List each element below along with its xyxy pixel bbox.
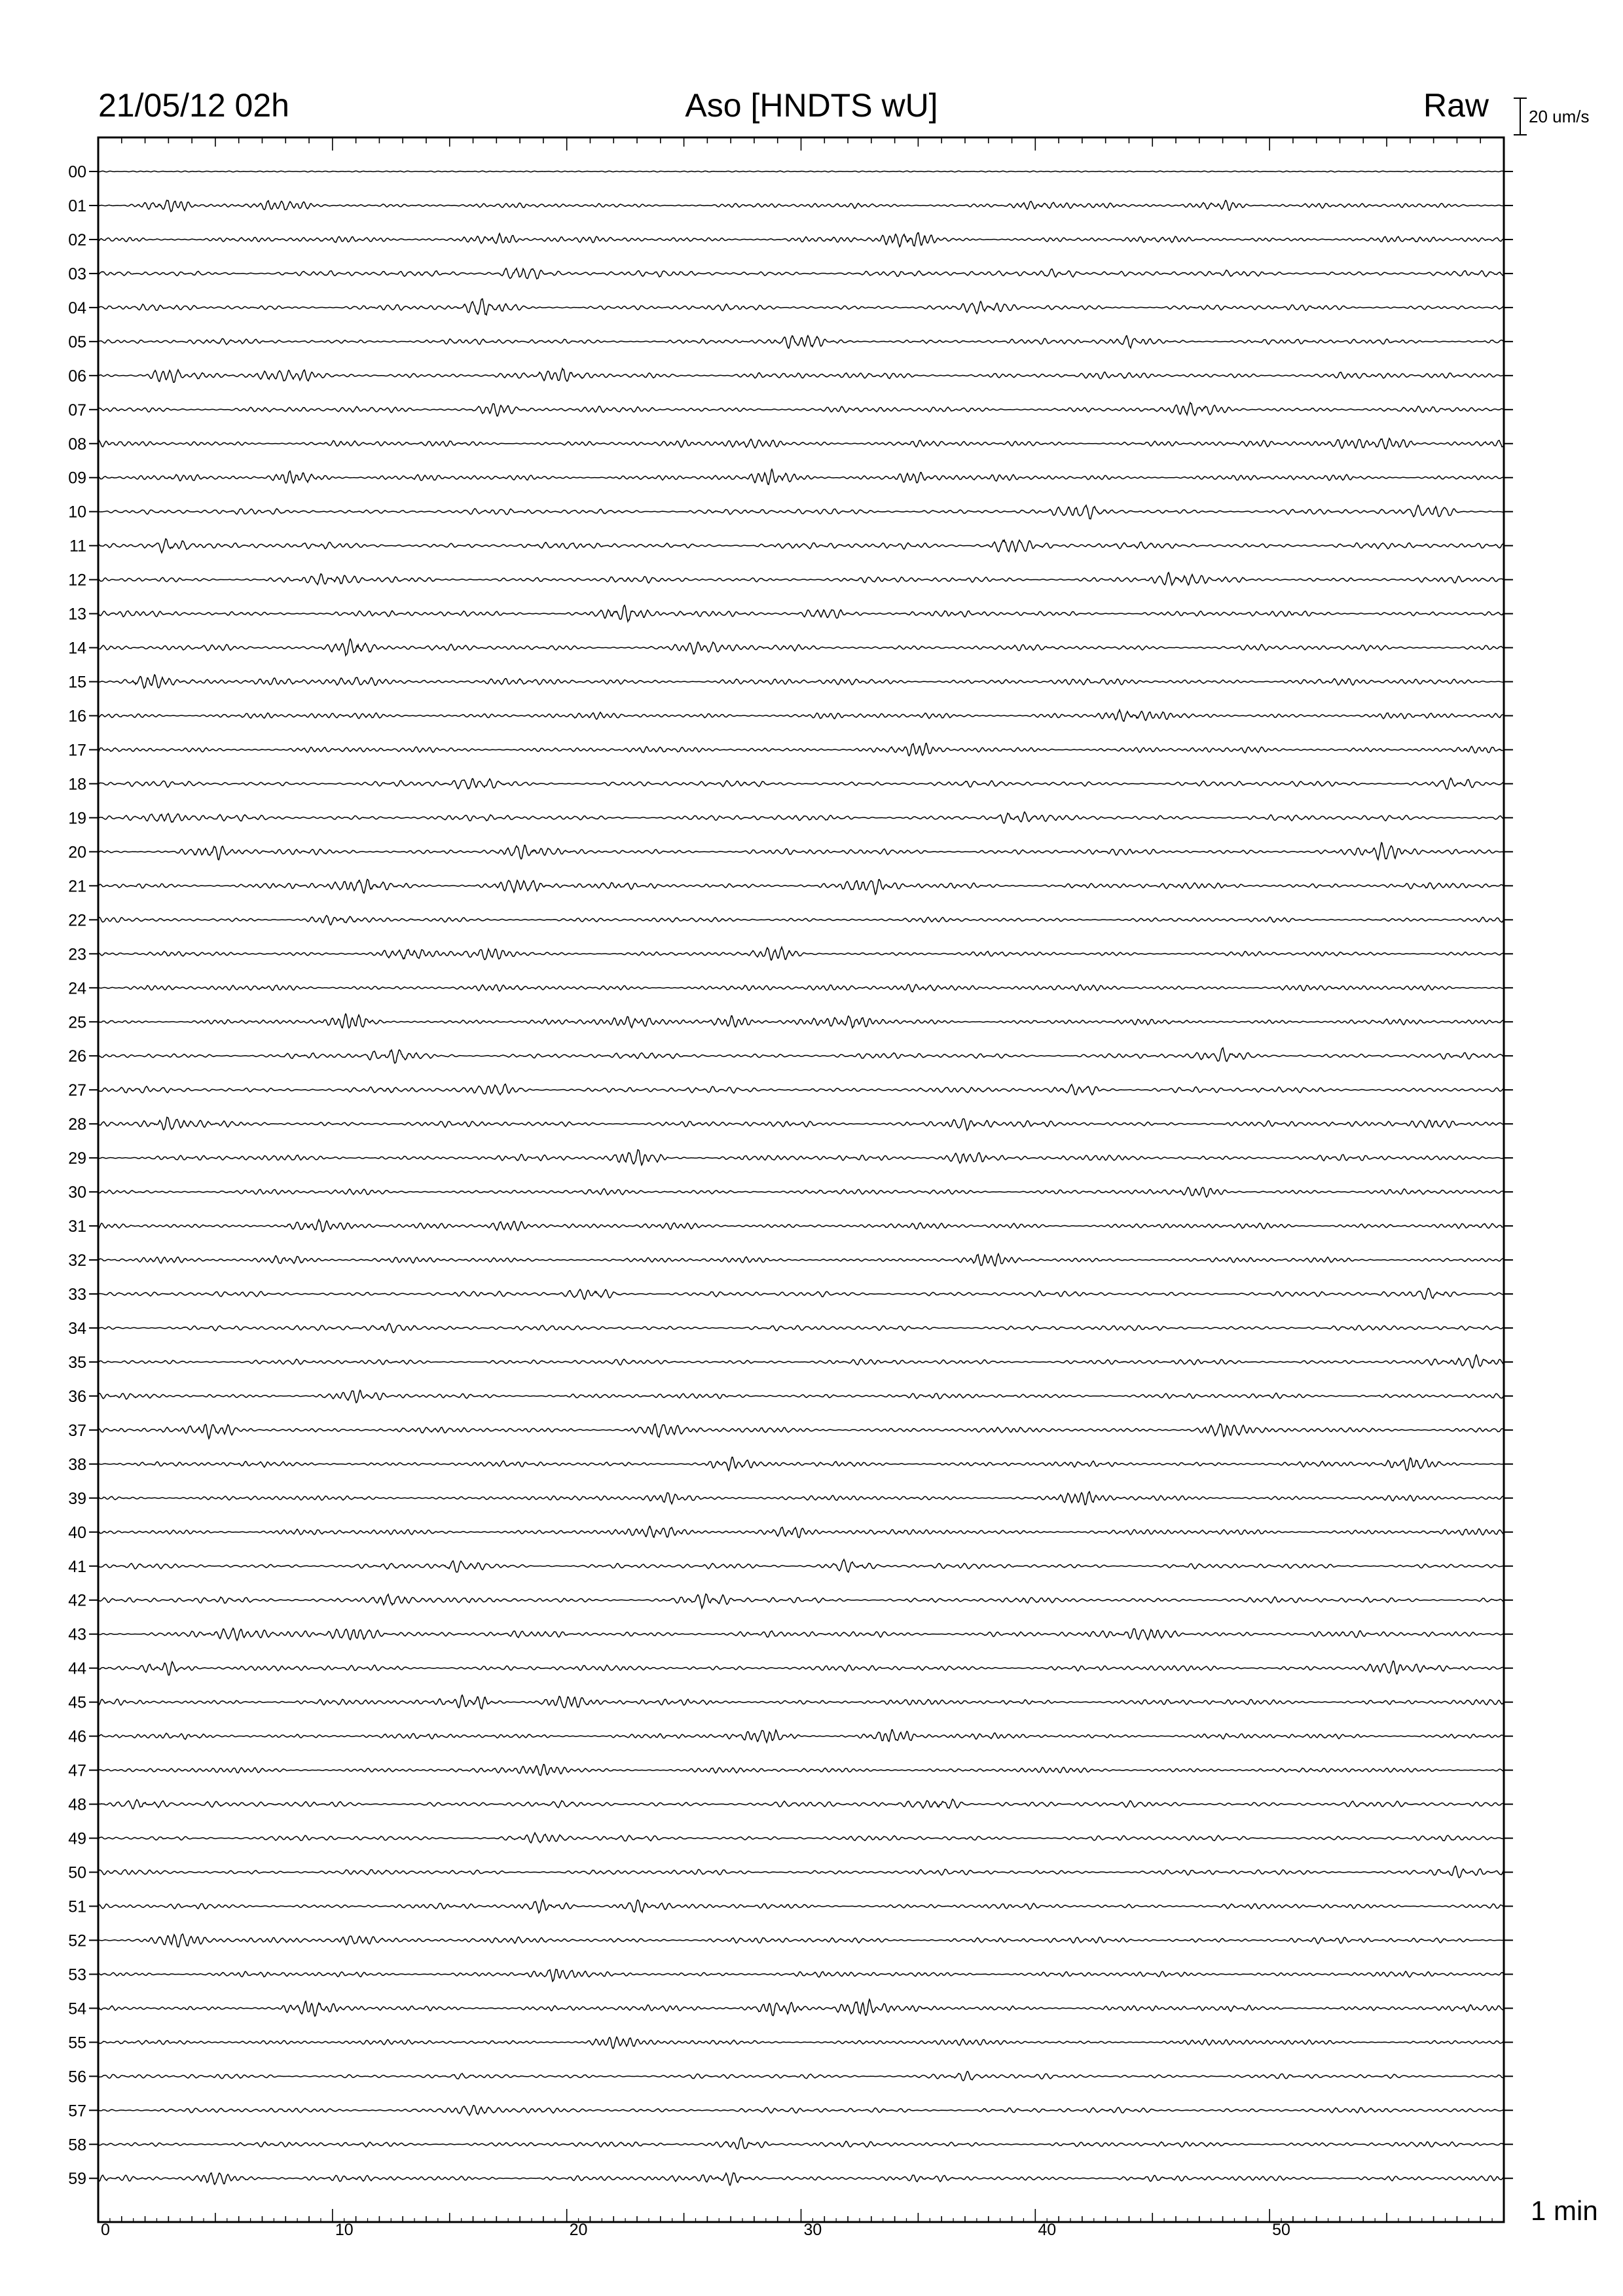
- trace-22: [98, 916, 1504, 925]
- y-tick-label: 54: [68, 2000, 86, 2018]
- trace-35: [98, 1355, 1504, 1368]
- y-tick-label: 22: [68, 911, 86, 930]
- trace-56: [98, 2072, 1504, 2081]
- x-tick-label: 10: [335, 2221, 354, 2239]
- y-tick-label: 44: [68, 1659, 86, 1678]
- y-tick-label: 15: [68, 673, 86, 692]
- trace-37: [98, 1424, 1504, 1439]
- trace-09: [98, 469, 1504, 484]
- trace-05: [98, 336, 1504, 348]
- y-tick-label: 25: [68, 1013, 86, 1032]
- trace-40: [98, 1526, 1504, 1537]
- y-tick-label: 16: [68, 707, 86, 726]
- amplitude-scale-label: 20 um/s: [1529, 107, 1590, 126]
- trace-12: [98, 573, 1504, 585]
- trace-duration-label: 1 min: [1531, 2195, 1598, 2226]
- trace-45: [98, 1695, 1504, 1709]
- trace-23: [98, 947, 1504, 960]
- y-tick-label: 13: [68, 605, 86, 624]
- y-tick-label: 02: [68, 230, 86, 249]
- y-tick-label: 56: [68, 2068, 86, 2087]
- trace-28: [98, 1117, 1504, 1130]
- trace-19: [98, 812, 1504, 823]
- y-tick-label: 19: [68, 809, 86, 828]
- y-tick-label: 01: [68, 196, 86, 215]
- y-tick-label: 17: [68, 741, 86, 760]
- trace-18: [98, 778, 1504, 789]
- trace-43: [98, 1628, 1504, 1641]
- trace-54: [98, 2000, 1504, 2017]
- y-tick-label: 52: [68, 1931, 86, 1950]
- y-tick-label: 59: [68, 2170, 86, 2189]
- trace-15: [98, 675, 1504, 688]
- y-tick-label: 57: [68, 2102, 86, 2121]
- y-tick-label: 45: [68, 1693, 86, 1712]
- trace-00: [98, 171, 1504, 172]
- y-tick-label: 06: [68, 367, 86, 386]
- plot-frame: [98, 137, 1504, 2222]
- amplitude-scale-bar: [1514, 98, 1527, 135]
- trace-01: [98, 200, 1504, 211]
- y-tick-label: 39: [68, 1489, 86, 1508]
- y-tick-label: 03: [68, 264, 86, 283]
- y-tick-label: 14: [68, 639, 86, 658]
- trace-08: [98, 439, 1504, 449]
- y-tick-label: 05: [68, 332, 86, 351]
- trace-48: [98, 1799, 1504, 1809]
- y-tick-label: 26: [68, 1047, 86, 1066]
- x-axis-ticks: [98, 137, 1504, 2222]
- y-tick-label: 47: [68, 1761, 86, 1780]
- trace-47: [98, 1765, 1504, 1776]
- trace-27: [98, 1084, 1504, 1094]
- y-tick-label: 00: [68, 163, 86, 181]
- trace-38: [98, 1457, 1504, 1471]
- y-tick-label: 32: [68, 1251, 86, 1270]
- trace-14: [98, 639, 1504, 655]
- y-tick-label: 33: [68, 1285, 86, 1304]
- trace-11: [98, 539, 1504, 552]
- y-tick-label: 37: [68, 1421, 86, 1440]
- data-mode-label: Raw: [1423, 87, 1489, 124]
- chart-datetime: 21/05/12 02h: [98, 87, 289, 124]
- x-tick-label: 40: [1038, 2221, 1057, 2239]
- trace-53: [98, 1969, 1504, 1981]
- trace-02: [98, 233, 1504, 247]
- y-tick-label: 10: [68, 503, 86, 522]
- y-tick-label: 08: [68, 435, 86, 454]
- x-tick-label: 30: [803, 2221, 822, 2239]
- y-tick-label: 43: [68, 1625, 86, 1644]
- y-tick-label: 29: [68, 1149, 86, 1168]
- trace-25: [98, 1014, 1504, 1028]
- trace-17: [98, 744, 1504, 756]
- y-tick-label: 50: [68, 1863, 86, 1882]
- y-tick-label: 07: [68, 401, 86, 420]
- y-tick-label: 36: [68, 1387, 86, 1406]
- y-tick-label: 42: [68, 1591, 86, 1610]
- trace-58: [98, 2138, 1504, 2149]
- y-tick-label: 21: [68, 877, 86, 896]
- trace-57: [98, 2106, 1504, 2115]
- trace-30: [98, 1187, 1504, 1197]
- trace-42: [98, 1594, 1504, 1608]
- trace-52: [98, 1934, 1504, 1947]
- y-tick-label: 46: [68, 1727, 86, 1746]
- y-tick-label: 48: [68, 1795, 86, 1814]
- y-tick-label: 38: [68, 1455, 86, 1474]
- y-tick-label: 53: [68, 1965, 86, 1984]
- y-tick-label: 35: [68, 1353, 86, 1372]
- trace-04: [98, 299, 1504, 315]
- y-tick-label: 34: [68, 1319, 86, 1338]
- y-tick-label: 40: [68, 1523, 86, 1542]
- trace-36: [98, 1390, 1504, 1403]
- x-tick-label: 0: [101, 2221, 110, 2239]
- y-tick-label: 28: [68, 1115, 86, 1134]
- trace-20: [98, 842, 1504, 859]
- trace-06: [98, 368, 1504, 382]
- trace-50: [98, 1866, 1504, 1878]
- trace-41: [98, 1560, 1504, 1572]
- trace-13: [98, 605, 1504, 622]
- y-tick-label: 31: [68, 1217, 86, 1236]
- trace-29: [98, 1150, 1504, 1165]
- trace-34: [98, 1323, 1504, 1333]
- y-tick-label: 24: [68, 979, 86, 998]
- y-tick-label: 27: [68, 1081, 86, 1100]
- y-tick-label: 41: [68, 1557, 86, 1576]
- y-tick-label: 20: [68, 843, 86, 862]
- trace-33: [98, 1288, 1504, 1299]
- y-tick-label: 51: [68, 1897, 86, 1916]
- y-tick-label: 18: [68, 775, 86, 794]
- y-tick-label: 11: [69, 537, 86, 556]
- trace-31: [98, 1219, 1504, 1232]
- y-tick-label: 55: [68, 2034, 86, 2053]
- trace-44: [98, 1661, 1504, 1676]
- trace-39: [98, 1492, 1504, 1505]
- y-tick-label: 23: [68, 945, 86, 964]
- trace-49: [98, 1833, 1504, 1842]
- trace-21: [98, 880, 1504, 895]
- trace-55: [98, 2037, 1504, 2048]
- y-tick-label: 30: [68, 1183, 86, 1202]
- trace-26: [98, 1048, 1504, 1064]
- y-tick-label: 49: [68, 1829, 86, 1848]
- trace-46: [98, 1730, 1504, 1743]
- x-tick-label: 20: [569, 2221, 588, 2239]
- trace-59: [98, 2173, 1504, 2185]
- y-tick-label: 04: [68, 298, 86, 317]
- trace-32: [98, 1254, 1504, 1266]
- x-tick-label: 50: [1272, 2221, 1290, 2239]
- y-tick-label: 58: [68, 2136, 86, 2155]
- chart-title: Aso [HNDTS wU]: [685, 87, 938, 124]
- trace-16: [98, 710, 1504, 721]
- y-tick-label: 12: [68, 571, 86, 590]
- trace-03: [98, 268, 1504, 279]
- trace-24: [98, 984, 1504, 992]
- trace-07: [98, 403, 1504, 416]
- trace-10: [98, 505, 1504, 519]
- trace-51: [98, 1900, 1504, 1913]
- y-tick-label: 09: [68, 469, 86, 488]
